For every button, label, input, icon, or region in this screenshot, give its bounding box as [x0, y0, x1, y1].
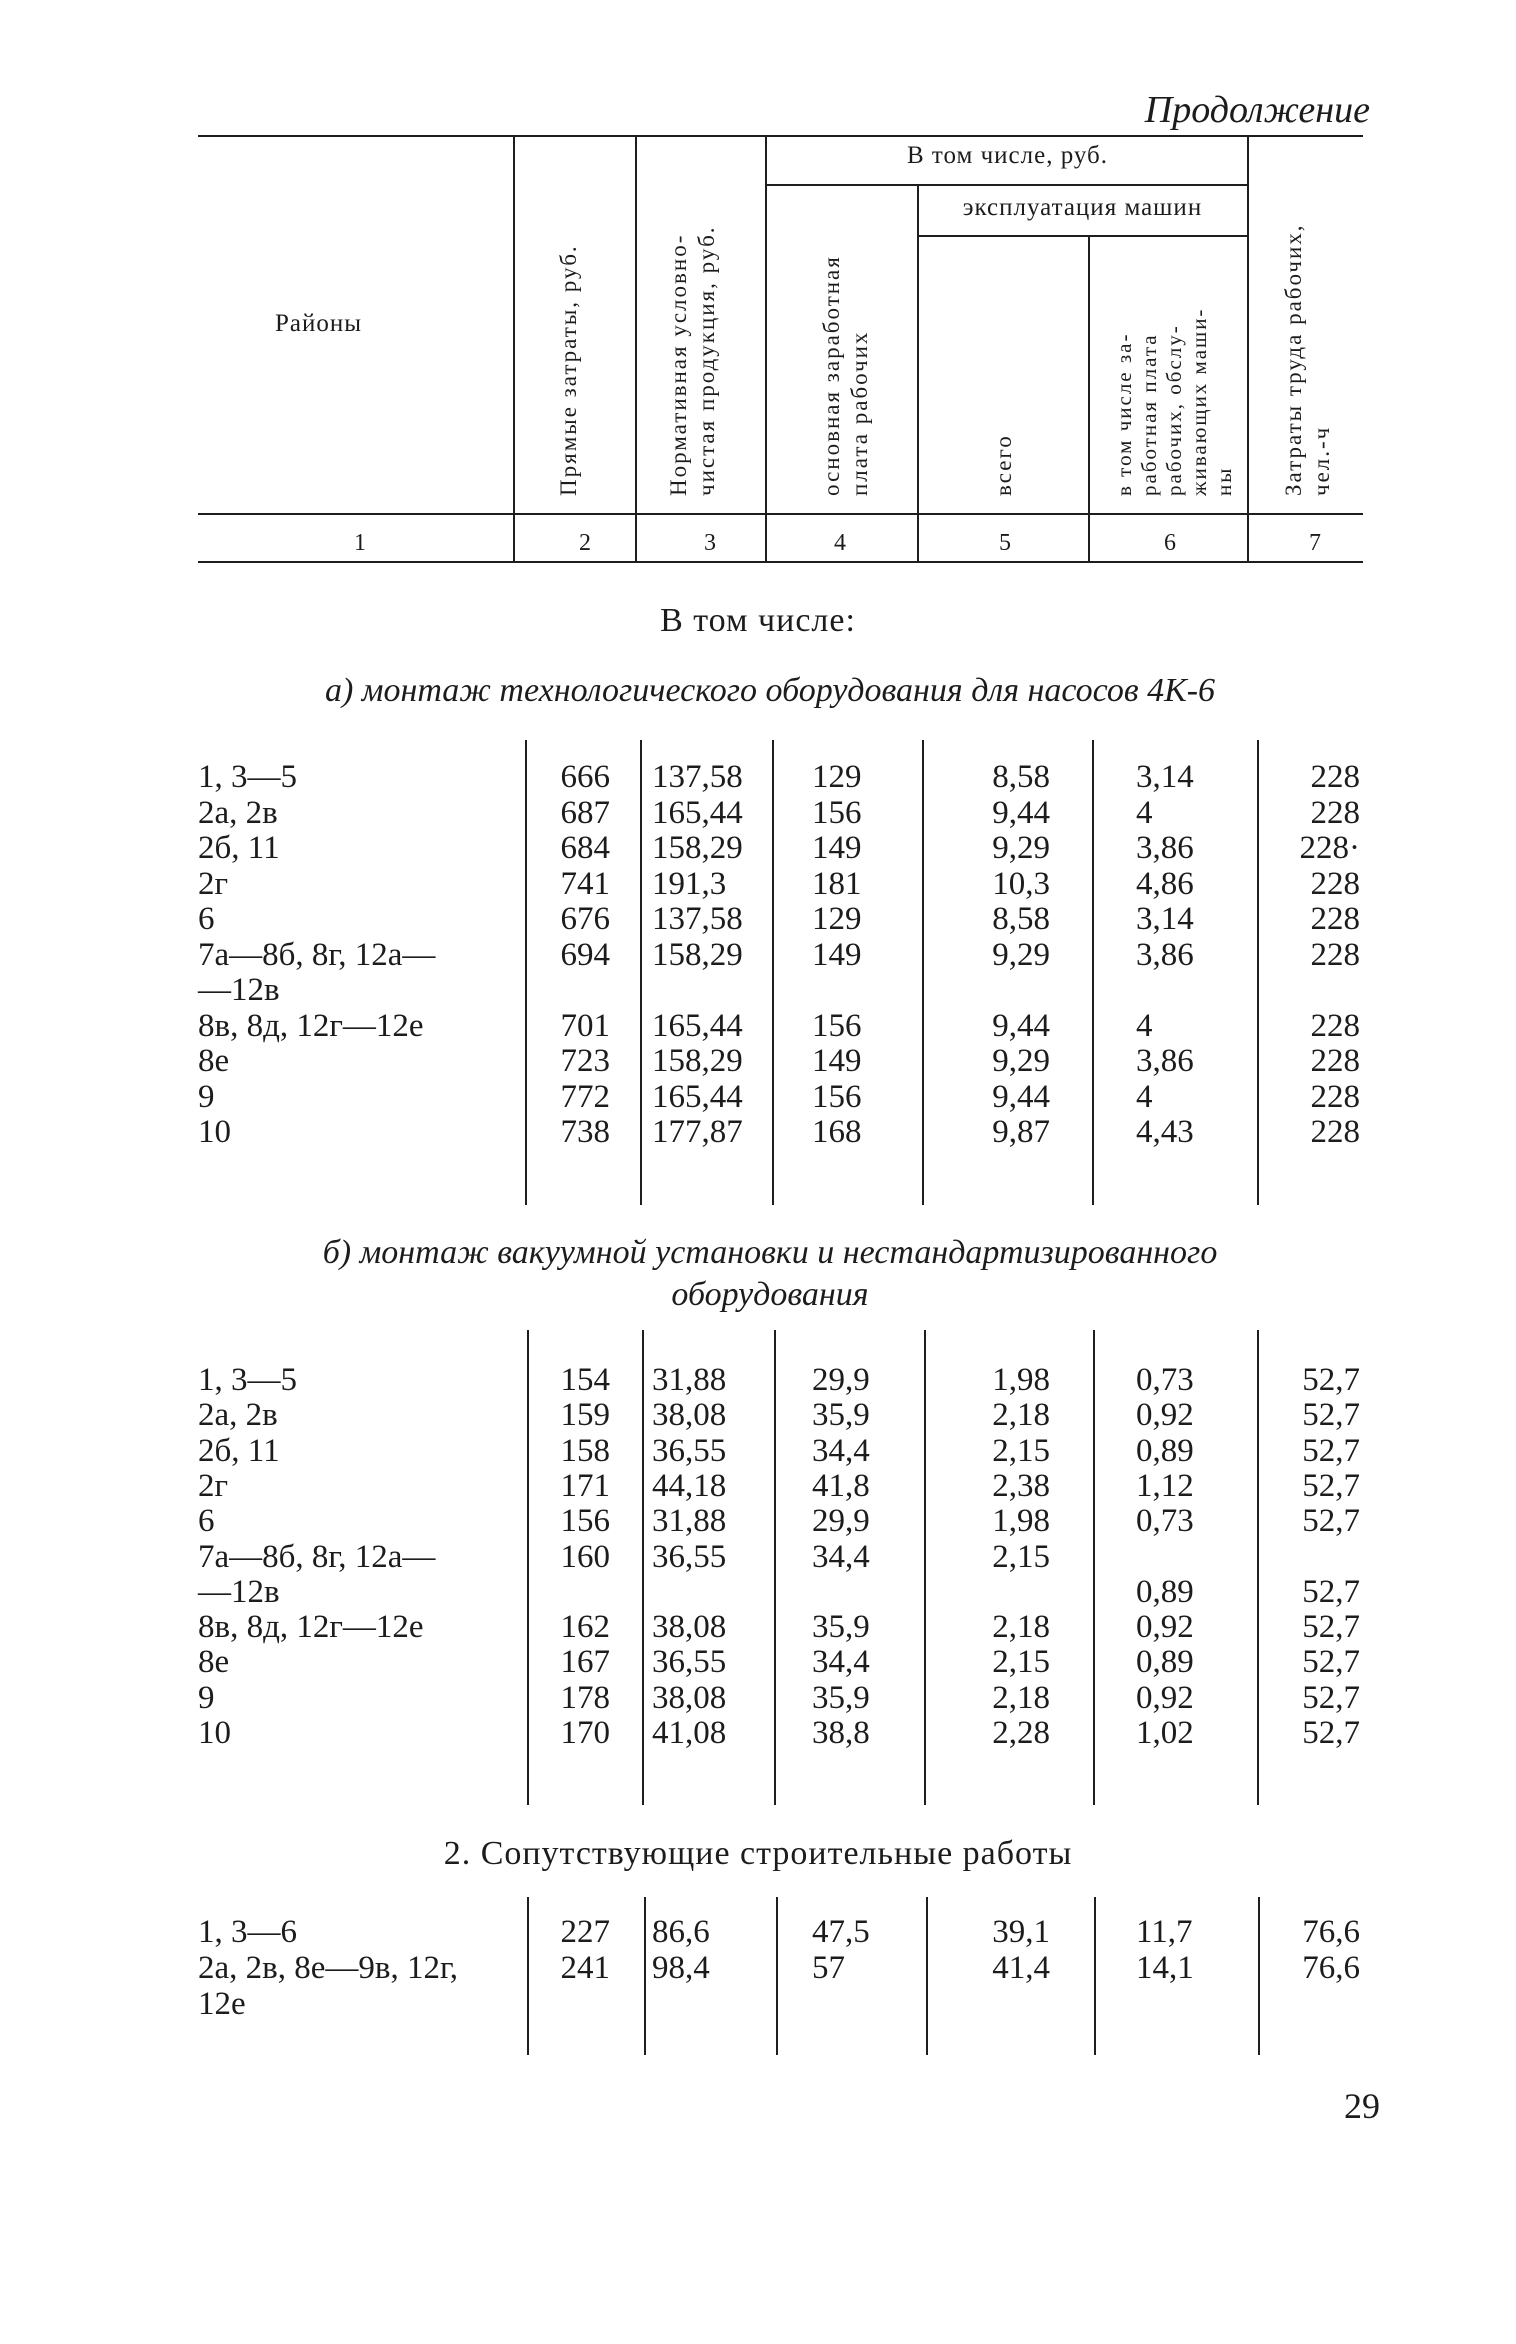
value-cell-c2: 741	[560, 865, 610, 902]
value-cell-c7: 52,7	[1302, 1644, 1360, 1681]
value-cell-c2: 694	[560, 936, 610, 973]
section-b-title-line1: б) монтаж вакуумной установки и нестандартизированного	[322, 1234, 1218, 1271]
value-cell-c7: 228·	[1299, 830, 1360, 866]
value-cell-c2: 171	[560, 1467, 610, 1504]
header-divider-4	[917, 186, 919, 561]
value-cell-c4: 156	[812, 1078, 862, 1115]
value-cell-c3: 31,88	[652, 1362, 727, 1398]
value-cell-c6: 4	[1136, 1007, 1153, 1044]
district-cell: 9	[198, 1078, 215, 1115]
value-cell-c4: 168	[812, 1114, 862, 1150]
value-cell-c7: 228	[1310, 1114, 1360, 1150]
value-cell-c2: 154	[560, 1362, 610, 1398]
value-cell-c5: 9,29	[992, 936, 1050, 973]
col-number-1: 1	[354, 530, 366, 556]
value-cell-c4: 47,5	[812, 1914, 870, 1950]
value-cell-c2: 159	[560, 1397, 610, 1434]
value-cell-c6: 4	[1136, 794, 1153, 831]
header-bottom-rule	[198, 513, 1363, 515]
value-cell-c7: 52,7	[1302, 1609, 1360, 1646]
value-cell-c4: 181	[812, 865, 862, 902]
value-cell-c7: 228	[1310, 759, 1360, 795]
value-cell-c7: 228	[1310, 1043, 1360, 1079]
value-cell-c5: 8,58	[992, 759, 1050, 795]
value-cell-c4: 129	[812, 901, 862, 937]
value-cell-c5: 2,18	[992, 1397, 1050, 1434]
col-number-6: 6	[1164, 530, 1176, 556]
section-2-divider-5	[1094, 1897, 1096, 2055]
district-cell: 1, 3—5	[198, 759, 297, 795]
header-incl-rub: В том числе, руб.	[906, 142, 1109, 169]
section-b-divider-5	[1093, 1330, 1095, 1805]
value-cell-c7: 228	[1310, 865, 1360, 902]
header-divider-2	[635, 137, 637, 561]
district-cell: 12е	[198, 1986, 246, 2022]
value-cell-c2: 666	[560, 759, 610, 795]
value-cell-c3: 44,18	[652, 1467, 727, 1504]
section-b-divider-3	[774, 1330, 776, 1805]
district-cell: 6	[198, 901, 215, 937]
col-number-4: 4	[834, 530, 846, 556]
value-cell-c5: 9,29	[992, 1043, 1050, 1079]
value-cell-c5: 10,3	[992, 865, 1050, 902]
value-cell-c4: 129	[812, 759, 862, 795]
value-cell-c2: 227	[560, 1914, 610, 1950]
value-cell-c3: 86,6	[652, 1914, 710, 1950]
value-cell-c5: 1,98	[992, 1362, 1050, 1398]
section-2-divider-4	[926, 1897, 928, 2055]
section-a-divider-1	[525, 740, 527, 1205]
header-labor: Затраты труда рабочих, чел.-ч	[1281, 223, 1334, 496]
value-cell-c6: 1,12	[1136, 1467, 1194, 1504]
value-cell-c4: 29,9	[812, 1503, 870, 1540]
value-cell-c5: 39,1	[992, 1914, 1050, 1950]
value-cell-c6: 3,86	[1136, 936, 1194, 973]
district-cell: 6	[198, 1503, 215, 1540]
value-cell-c6: 4	[1136, 1078, 1153, 1115]
header-top-rule	[198, 135, 1363, 137]
value-cell-c7: 52,7	[1302, 1362, 1360, 1398]
value-cell-c3: 158,29	[652, 936, 743, 973]
value-cell-c2: 772	[560, 1078, 610, 1115]
value-cell-c7: 52,7	[1302, 1679, 1360, 1716]
section-b-divider-4	[924, 1330, 926, 1805]
section-b-divider-2	[642, 1330, 644, 1805]
section-2-title: 2. Сопутствующие строительные работы	[443, 1835, 1073, 1872]
value-cell-c6: 14,1	[1136, 1950, 1194, 1986]
value-cell-c3: 36,55	[652, 1538, 727, 1575]
value-cell-c7: 76,6	[1302, 1950, 1360, 1986]
value-cell-c4: 57	[812, 1950, 845, 1986]
value-cell-c2: 162	[560, 1609, 610, 1646]
value-cell-c5: 9,44	[992, 794, 1050, 831]
district-cell: 10	[198, 1114, 231, 1150]
value-cell-c6: 1,02	[1136, 1715, 1194, 1751]
value-cell-c3: 137,58	[652, 901, 743, 937]
col-number-3: 3	[704, 530, 716, 556]
value-cell-c3: 38,08	[652, 1679, 727, 1716]
value-cell-c7: 228	[1310, 794, 1360, 831]
value-cell-c3: 31,88	[652, 1503, 727, 1540]
district-cell: 2г	[198, 1467, 229, 1504]
value-cell-c4: 34,4	[812, 1538, 870, 1575]
value-cell-c3: 36,55	[652, 1432, 727, 1469]
value-cell-c2: 687	[560, 794, 610, 831]
value-cell-c3: 98,4	[652, 1950, 710, 1986]
value-cell-c5: 2,15	[992, 1644, 1050, 1681]
value-cell-c2: 170	[560, 1715, 610, 1751]
value-cell-c5: 2,38	[992, 1467, 1050, 1504]
value-cell-c6: 3,86	[1136, 1043, 1194, 1079]
value-cell-c5: 2,15	[992, 1538, 1050, 1575]
district-cell: 8е	[198, 1644, 230, 1681]
value-cell-c4: 35,9	[812, 1397, 870, 1434]
header-divider-5	[1088, 237, 1090, 561]
col-number-2: 2	[579, 530, 591, 556]
value-cell-c7: 52,7	[1302, 1503, 1360, 1540]
value-cell-c2: 684	[560, 830, 610, 866]
header-total: всего	[991, 434, 1016, 496]
value-cell-c2: 167	[560, 1644, 610, 1681]
value-cell-c7: 52,7	[1302, 1573, 1360, 1610]
value-cell-c7: 76,6	[1302, 1914, 1360, 1950]
value-cell-c7: 52,7	[1302, 1432, 1360, 1469]
value-cell-c3: 165,44	[652, 794, 743, 831]
value-cell-c5: 9,44	[992, 1007, 1050, 1044]
value-cell-c2: 178	[560, 1679, 610, 1716]
district-cell: 2а, 2в	[198, 1397, 278, 1434]
district-cell: 2а, 2в	[198, 794, 278, 831]
machine-op-rule	[917, 235, 1247, 237]
value-cell-c7: 52,7	[1302, 1715, 1360, 1751]
value-cell-c6: 3,14	[1136, 759, 1194, 795]
col-number-7: 7	[1309, 530, 1321, 556]
value-cell-c5: 41,4	[992, 1950, 1050, 1986]
value-cell-c3: 38,08	[652, 1609, 727, 1646]
value-cell-c6: 0,92	[1136, 1397, 1194, 1434]
value-cell-c6: 4,86	[1136, 865, 1194, 902]
value-cell-c7: 228	[1310, 1078, 1360, 1115]
section-2-divider-3	[776, 1897, 778, 2055]
value-cell-c5: 9,29	[992, 830, 1050, 866]
district-cell: 2б, 11	[198, 830, 280, 866]
section-b-title-line2: оборудования	[671, 1276, 869, 1313]
district-cell: 8е	[198, 1043, 230, 1079]
value-cell-c5: 2,18	[992, 1679, 1050, 1716]
header-machine-op: эксплуатация машин	[962, 194, 1203, 221]
section-2-divider-2	[644, 1897, 646, 2055]
value-cell-c5: 2,18	[992, 1609, 1050, 1646]
value-cell-c3: 41,08	[652, 1715, 727, 1751]
value-cell-c4: 149	[812, 1043, 862, 1079]
value-cell-c5: 1,98	[992, 1503, 1050, 1540]
value-cell-c6: 0,89	[1136, 1432, 1194, 1469]
value-cell-c3: 158,29	[652, 830, 743, 866]
value-cell-c4: 41,8	[812, 1467, 870, 1504]
value-cell-c4: 35,9	[812, 1609, 870, 1646]
section-a-divider-5	[1092, 740, 1094, 1205]
district-cell: 7а—8б, 8г, 12а—	[198, 936, 436, 973]
district-cell: 9	[198, 1679, 215, 1716]
value-cell-c3: 36,55	[652, 1644, 727, 1681]
section-a-divider-3	[772, 740, 774, 1205]
header-base-wage: основная заработная плата рабочих	[819, 255, 872, 496]
numbers-bottom-rule	[198, 561, 1363, 563]
value-cell-c7: 52,7	[1302, 1397, 1360, 1434]
value-cell-c5: 2,15	[992, 1432, 1050, 1469]
value-cell-c6: 0,73	[1136, 1362, 1194, 1398]
value-cell-c4: 156	[812, 1007, 862, 1044]
section-a-divider-4	[922, 740, 924, 1205]
value-cell-c6: 0,89	[1136, 1644, 1194, 1681]
header-incl-wage: в том числе за- работная плата рабочих, обслу- живающих маши- ны	[1112, 307, 1236, 496]
value-cell-c2: 160	[560, 1538, 610, 1575]
section-a-title: а) монтаж технологического оборудования для насосов 4К-6	[324, 672, 1216, 709]
section-2-divider-1	[527, 1897, 529, 2055]
district-cell: 2а, 2в, 8е—9в, 12г,	[198, 1950, 459, 1986]
value-cell-c7: 52,7	[1302, 1467, 1360, 1504]
value-cell-c2: 723	[560, 1043, 610, 1079]
value-cell-c7: 228	[1310, 901, 1360, 937]
value-cell-c7: 228	[1310, 1007, 1360, 1044]
value-cell-c3: 137,58	[652, 759, 743, 795]
header-direct-costs: Прямые затраты, руб.	[556, 244, 581, 496]
value-cell-c4: 34,4	[812, 1644, 870, 1681]
value-cell-c3: 177,87	[652, 1114, 743, 1150]
value-cell-c2: 241	[560, 1950, 610, 1986]
value-cell-c6: 0,73	[1136, 1503, 1194, 1540]
value-cell-c2: 158	[560, 1432, 610, 1469]
col-number-5: 5	[999, 530, 1011, 556]
district-cell: —12в	[198, 1573, 280, 1610]
value-cell-c2: 156	[560, 1503, 610, 1540]
value-cell-c2: 676	[560, 901, 610, 937]
value-cell-c6: 3,14	[1136, 901, 1194, 937]
district-cell: 8в, 8д, 12г—12е	[198, 1007, 424, 1044]
value-cell-c3: 38,08	[652, 1397, 727, 1434]
value-cell-c6: 4,43	[1136, 1114, 1194, 1150]
header-normative: Нормативная условно- чистая продукция, руб.	[666, 225, 719, 496]
value-cell-c2: 738	[560, 1114, 610, 1150]
section-b-title	[160, 1232, 1380, 1316]
subtitle: В том числе:	[660, 602, 856, 639]
value-cell-c2: 701	[560, 1007, 610, 1044]
value-cell-c3: 191,3	[652, 865, 727, 902]
value-cell-c4: 29,9	[812, 1362, 870, 1398]
value-cell-c3: 158,29	[652, 1043, 743, 1079]
district-cell: 8в, 8д, 12г—12е	[198, 1609, 424, 1646]
value-cell-c6: 11,7	[1136, 1914, 1193, 1950]
district-cell: 1, 3—5	[198, 1362, 297, 1398]
district-cell: 2б, 11	[198, 1432, 280, 1469]
page-number: 29	[1344, 2086, 1380, 2126]
district-cell: 2г	[198, 865, 229, 902]
value-cell-c4: 35,9	[812, 1679, 870, 1716]
section-a-divider-2	[640, 740, 642, 1205]
section-b-divider-1	[527, 1330, 529, 1805]
district-cell: 1, 3—6	[198, 1914, 297, 1950]
value-cell-c4: 34,4	[812, 1432, 870, 1469]
value-cell-c7: 228	[1310, 936, 1360, 973]
value-cell-c5: 9,87	[992, 1114, 1050, 1150]
district-cell: 10	[198, 1715, 231, 1751]
district-cell: —12в	[198, 972, 280, 1008]
value-cell-c6: 3,86	[1136, 830, 1194, 866]
value-cell-c3: 165,44	[652, 1078, 743, 1115]
value-cell-c3: 165,44	[652, 1007, 743, 1044]
header-districts: Районы	[275, 310, 363, 337]
value-cell-c5: 8,58	[992, 901, 1050, 937]
value-cell-c6: 0,92	[1136, 1609, 1194, 1646]
value-cell-c5: 2,28	[992, 1715, 1050, 1751]
value-cell-c4: 149	[812, 936, 862, 973]
header-divider-3	[765, 137, 767, 561]
value-cell-c6: 0,89	[1136, 1573, 1194, 1610]
value-cell-c4: 149	[812, 830, 862, 866]
value-cell-c4: 38,8	[812, 1715, 870, 1751]
header-divider-6	[1247, 137, 1249, 561]
value-cell-c5: 9,44	[992, 1078, 1050, 1115]
header-divider-1	[513, 137, 515, 561]
value-cell-c6: 0,92	[1136, 1679, 1194, 1716]
running-head: Продолжение	[1144, 89, 1370, 131]
value-cell-c4: 156	[812, 794, 862, 831]
district-cell: 7а—8б, 8г, 12а—	[198, 1538, 436, 1575]
